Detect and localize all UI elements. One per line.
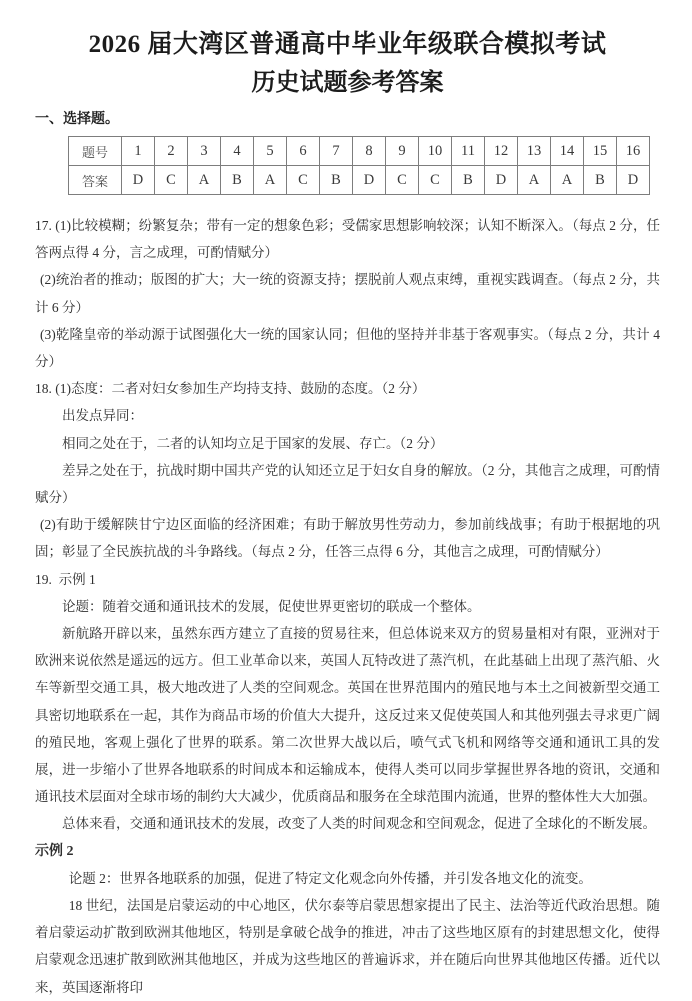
question-number-cell: 3 [188,137,221,166]
question-number-cell: 9 [386,137,419,166]
question-number-cell: 15 [584,137,617,166]
answer-19-heading: 19. 示例 1 [35,571,96,587]
answer-cell: C [386,166,419,195]
answer-19-essay1: 新航路开辟以来，虽然东西方建立了直接的贸易往来，但总体说来双方的贸易量相对有限，亚洲对于欧洲来说依然是遥远的远方。但工业革命以来，英国人瓦特改进了蒸汽机，在此基础上出现了蒸汽船、火车等新型交通工具，极大地改进了人类的空间观念。英国在世界范围内的殖民地与本土之间被新型交通工具密切地联系在一起，其作为商品市场的价值大大提升，这反过来又促使英国人和其他列强去寻求更广阔的殖民地，客观上强化了世界的联系。第二次世界大战以后，喷气式飞机和网络等交通和通讯工具的发展，进一步缩小了世界各地联系的时间成本和运输成本，使得人类可以同步掌握世界各地的资讯，交通和通讯技术层面对全球市场的制约大大减少，优质商品和服务在全球范围内流通，世界的整体性大大加强。 [35,626,660,805]
answer-17-part2: (2)统治者的推动；版图的扩大；大一统的资源支持；摆脱前人观点束缚，重视实践调查。（每点 2 分，共计 6 分） [35,272,660,315]
answer-19-thesis2: 论题 2：世界各地联系的加强，促进了特定文化观念向外传播，并引发各地文化的流变。 [68,870,592,886]
answer-table [68,136,650,195]
answer-cell: B [320,166,353,195]
answer-table-row-numbers [69,137,650,166]
answer-cell: A [188,166,221,195]
answer-18-part2: (2)有助于缓解陕甘宁边区面临的经济困难；有助于解放男性劳动力，参加前线战事；有助于根据地的巩固；彰显了全民族抗战的斗争路线。（每点 2 分，任答三点得 6 分，其他言之成理，可酌情赋分） [35,517,660,560]
answer-cell: A [518,166,551,195]
answer-cell: C [155,166,188,195]
section-heading-multiple-choice: 一、选择题。 [35,112,119,127]
question-number-cell: 7 [320,137,353,166]
answer-cell: B [452,166,485,195]
answer-cell: A [254,166,287,195]
question-number-cell: 8 [353,137,386,166]
document-title: 2026 届大湾区普通高中毕业年级联合模拟考试 [88,31,607,58]
answer-17-part3: (3)乾隆皇帝的举动源于试图强化大一统的国家认同；但他的坚持并非基于客观事实。（每点 2 分，共计 4 分） [35,326,660,370]
answer-19-essay2: 18 世纪，法国是启蒙运动的中心地区，伏尔泰等启蒙思想家提出了民主、法治等近代政治思想。随着启蒙运动扩散到欧洲其他地区，特别是拿破仑战争的推进，冲击了这些地区原有的封建思想文化，使得启蒙观念迅速扩散到欧洲其他地区，并成为这些地区的普遍诉求，并在随后向世界其他地区传播。近代以来，英国逐渐将印 [35,898,660,995]
question-number-cell: 1 [122,137,155,166]
answer-cell: D [353,166,386,195]
question-number-cell: 12 [485,137,518,166]
answer-cell: B [221,166,254,195]
answer-table-row-answers [69,166,650,195]
row-header-answer: 答案 [69,166,122,195]
answer-18-part1: 18. (1)态度：二者对妇女参加生产均持支持、鼓励的态度。（2 分） [35,381,426,397]
answer-17-part1: 17. (1)比较模糊；纷繁复杂；带有一定的想象色彩；受儒家思想影响较深；认知不断深入。（每点 2 分，任答两点得 4 分，言之成理，可酌情赋分） [35,218,660,261]
answer-cell: D [617,166,650,195]
document-subtitle: 历史试题参考答案 [251,70,444,96]
answer-cell: C [287,166,320,195]
answer-18-subpoint-origin: 出发点异同： [62,408,143,424]
question-number-cell: 13 [518,137,551,166]
answer-cell: A [551,166,584,195]
row-header-question-number: 题号 [69,137,122,166]
question-number-cell: 11 [452,137,485,166]
question-number-cell: 10 [419,137,452,166]
answer-cell: C [419,166,452,195]
answer-19-conclusion1: 总体来看，交通和通讯技术的发展，改变了人类的时间观念和空间观念，促进了全球化的不断发展。 [62,816,656,832]
answer-19-thesis1: 论题：随着交通和通讯技术的发展，促使世界更密切的联成一个整体。 [62,598,481,614]
answer-18-subpoint-diff: 差异之处在于，抗战时期中国共产党的认知还立足于妇女自身的解放。（2 分，其他言之成理，可酌情赋分） [35,462,660,506]
question-number-cell: 14 [551,137,584,166]
question-number-cell: 4 [221,137,254,166]
answer-18-subpoint-same: 相同之处在于，二者的认知均立足于国家的发展、存亡。（2 分） [62,435,444,451]
question-number-cell: 5 [254,137,287,166]
answer-cell: D [485,166,518,195]
answer-19-example2-heading: 示例 2 [35,843,74,859]
answers-body [35,212,660,1001]
question-number-cell: 16 [617,137,650,166]
answer-cell: D [122,166,155,195]
answer-cell: B [584,166,617,195]
question-number-cell: 6 [287,137,320,166]
question-number-cell: 2 [155,137,188,166]
